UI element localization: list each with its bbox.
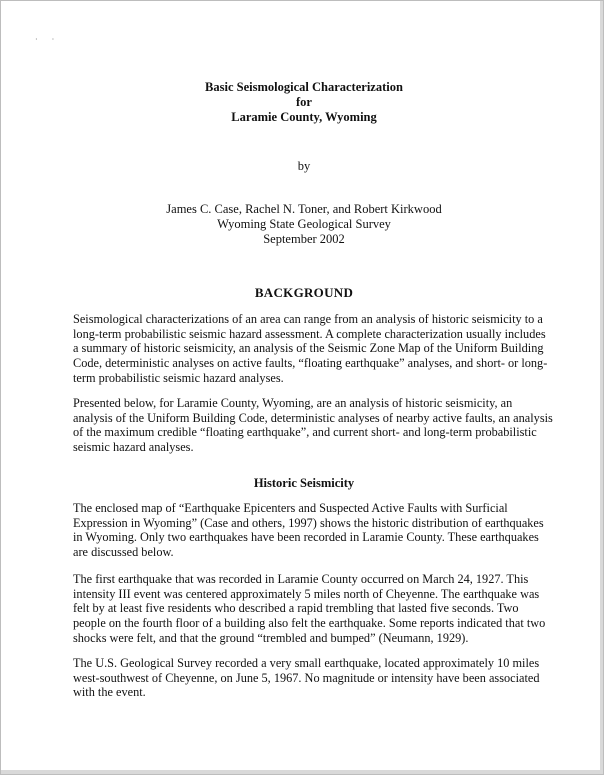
text-line: west-southwest of Cheyenne, on June 5, 1967. No magnitude or intensity have been associated xyxy=(73,670,540,685)
text-line: intensity III event was centered approximately 5 miles north of Cheyenne. The earthquake was xyxy=(73,586,540,601)
page-edge-shadow-bottom xyxy=(1,770,603,774)
text-line: of the maximum credible “floating earthquake”, and current short- and long-term probabilistic xyxy=(73,425,537,440)
section-heading-historic-seismicity: Historic Seismicity xyxy=(253,476,355,490)
text-line: Seismological characterizations of an area can range from an analysis of historic seismicity to a xyxy=(73,312,543,326)
background-paragraph-2 xyxy=(73,396,553,455)
text-line: analysis of the Uniform Building Code, deterministic analyses of nearby active faults, an analysis xyxy=(73,410,553,425)
text-line: The enclosed map of “Earthquake Epicenters and Suspected Active Faults with Surficial xyxy=(73,501,508,515)
historic-paragraph-2 xyxy=(73,572,546,646)
text-line: people on the fourth floor of a building also felt the earthquake. Some reports indicated that two xyxy=(73,616,546,631)
text-line: The first earthquake that was recorded in Laramie County occurred on March 24, 1927. This xyxy=(73,572,529,586)
text-line: shocks were felt, and that the ground “trembled and bumped” (Neumann, 1929). xyxy=(73,630,469,645)
authors-block xyxy=(1,202,606,247)
text-line: with the event. xyxy=(73,685,146,700)
authors-organization: Wyoming State Geological Survey xyxy=(217,217,391,231)
text-line: in Wyoming. Only two earthquakes have been recorded in Laramie County. These earthquakes xyxy=(73,530,539,545)
section-heading-background: BACKGROUND xyxy=(254,285,354,300)
text-line: Expression in Wyoming” (Case and others, 1997) shows the historic distribution of earthquakes xyxy=(73,515,544,530)
text-line: a summary of historic seismicity, an analysis of the Seismic Zone Map of the Uniform Building xyxy=(73,341,544,356)
title-line: Basic Seismological Characterization xyxy=(205,80,403,94)
background-paragraph-1 xyxy=(73,312,548,386)
text-line: term probabilistic seismic hazard analyses. xyxy=(73,370,284,385)
text-line: long-term probabilistic seismic hazard assessment. A complete characterization usually includes xyxy=(73,326,546,341)
historic-paragraph-3 xyxy=(73,656,540,700)
scan-specks: · · xyxy=(35,35,61,44)
text-line: seismic hazard analyses. xyxy=(73,440,194,455)
by-line: by xyxy=(297,159,311,173)
authors-names: James C. Case, Rachel N. Toner, and Robert Kirkwood xyxy=(166,202,442,216)
authors-date: September 2002 xyxy=(263,232,345,246)
text-line: Code, deterministic analyses on active faults, “floating earthquake” analyses, and short- or long- xyxy=(73,356,548,371)
text-line: Presented below, for Laramie County, Wyoming, are an analysis of historic seismicity, an xyxy=(73,396,513,410)
document-title xyxy=(1,80,606,125)
historic-paragraph-1 xyxy=(73,501,544,560)
title-line: for xyxy=(296,95,312,109)
text-line: The U.S. Geological Survey recorded a very small earthquake, located approximately 10 miles xyxy=(73,656,540,670)
text-line: are discussed below. xyxy=(73,545,174,560)
text-line: felt by at least five residents who described a rapid trembling that lasted five seconds. Two xyxy=(73,601,519,616)
title-line: Laramie County, Wyoming xyxy=(231,110,377,124)
